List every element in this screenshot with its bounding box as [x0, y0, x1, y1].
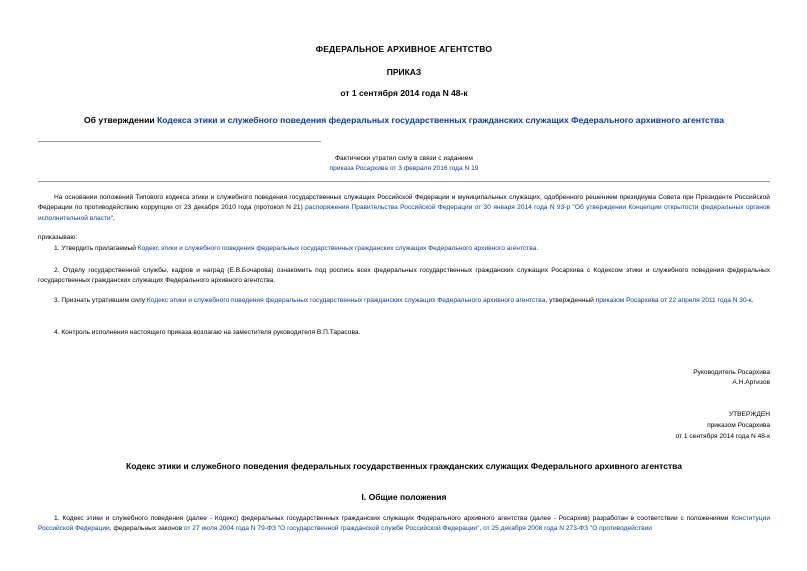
signature-position: Руководитель Росархива: [693, 369, 770, 376]
item-1-link[interactable]: Кодекс этики и служебного поведения федеральных государственных гражданских служащих Федерального архивного агентства: [137, 245, 537, 252]
item-3-end: .: [751, 297, 754, 304]
item-3-link-codex[interactable]: Кодекс этики и служебного поведения федеральных государственных гражданских служащих Федерального архивного агентства: [146, 297, 546, 304]
signature-name: А.Н.Артизов: [732, 379, 770, 387]
codex-p1-prefix: 1. Кодекс этики и служебного поведения (далее - Кодекс) федеральных государственных гражданских служащих Федерального архивного агентства (далее - Росархив) разработан в соответствии с положениями: [54, 515, 732, 522]
order-title-prefix: Об утверждении: [84, 115, 158, 125]
item-4: 4. Контроль исполнения настоящего приказа возлагаю на заместителя руководителя В.П.Тарасова.: [54, 329, 361, 336]
divider-bottom: [38, 181, 770, 182]
codex-paragraph-1: [38, 514, 770, 535]
law-79-fz-link[interactable]: от 27 июля 2004 года N 79-ФЗ "О государственной гражданской службе Российской Федерации": [183, 525, 480, 533]
codex-p1-sep2: ,: [479, 525, 484, 533]
repeal-note-text: Фактически утратил силу в связи с изданием: [335, 155, 473, 162]
order-title: [38, 115, 770, 125]
preamble-paragraph: [38, 193, 770, 224]
approval-block: [676, 410, 770, 442]
item-3-middle: , утвержденный: [545, 297, 596, 304]
approval-line-1: УТВЕРЖДЕН: [728, 411, 770, 418]
item-3: [38, 296, 770, 306]
preamble-link[interactable]: распоряжения Правительства Российской Федерации от 30 января 2014 года N 93-р "Об утверждении Концепции открытости федеральных органов исполнительной власти": [38, 204, 771, 222]
approval-line-2: приказом Росархива: [707, 421, 770, 429]
item-1: [38, 244, 770, 254]
order-date-number: от 1 сентября 2014 года N 48-к: [340, 88, 468, 98]
item-1-end: .: [536, 245, 539, 252]
signature-block: [693, 368, 770, 389]
constitution-link[interactable]: Конституции Российской Федерации: [38, 515, 770, 533]
approval-line-3: от 1 сентября 2014 года N 48-к: [675, 432, 770, 440]
codex-title: Кодекс этики и служебного поведения федеральных государственных гражданских служащих Федерального архивного агентства: [126, 461, 682, 471]
repeal-note-link[interactable]: приказа Росархива от 3 февраля 2016 года N 19: [329, 165, 479, 172]
divider-top: [38, 141, 321, 142]
item-3-link-order[interactable]: приказом Росархива от 22 апреля 2011 года N 30-к: [595, 297, 752, 304]
order-title-link[interactable]: Кодекса этики и служебного поведения федеральных государственных гражданских служащих Федерального архивного агентства: [157, 115, 724, 125]
preamble-text: На основании положений Типового кодекса этики и служебного поведения государственных служащих Российской Федерации и муниципальных служащих, одобренного решением президиума Совета при Президенте Российской Федерации по противодействию коррупции от 23 декабря 2010 года (протокол N 21): [38, 194, 770, 212]
item-3-prefix: 3. Признать утратившим силу: [54, 297, 147, 304]
preamble-end: ,: [112, 214, 115, 222]
repeal-note: [38, 154, 770, 174]
agency-heading: ФЕДЕРАЛЬНОЕ АРХИВНОЕ АГЕНТСТВО: [315, 44, 493, 54]
document-type: ПРИКАЗ: [386, 67, 422, 77]
codex-p1-sep1: , федеральных законов: [109, 525, 184, 533]
law-273-fz-link[interactable]: от 25 декабря 2008 года N 273-ФЗ "О противодействии: [483, 525, 652, 533]
order-word: приказываю:: [38, 234, 78, 241]
item-1-prefix: 1. Утвердить прилагаемый: [54, 245, 138, 252]
section-title: I. Общие положения: [361, 492, 447, 502]
item-2: 2. Отделу государственной службы, кадров и наград (Е.В.Бочарова) ознакомить под роспись всех федеральных государственных гражданских служащих Росархива с Кодексом этики и служебного поведения федеральных государственных гражданских служащих Федерального архивного агентства.: [38, 267, 770, 285]
